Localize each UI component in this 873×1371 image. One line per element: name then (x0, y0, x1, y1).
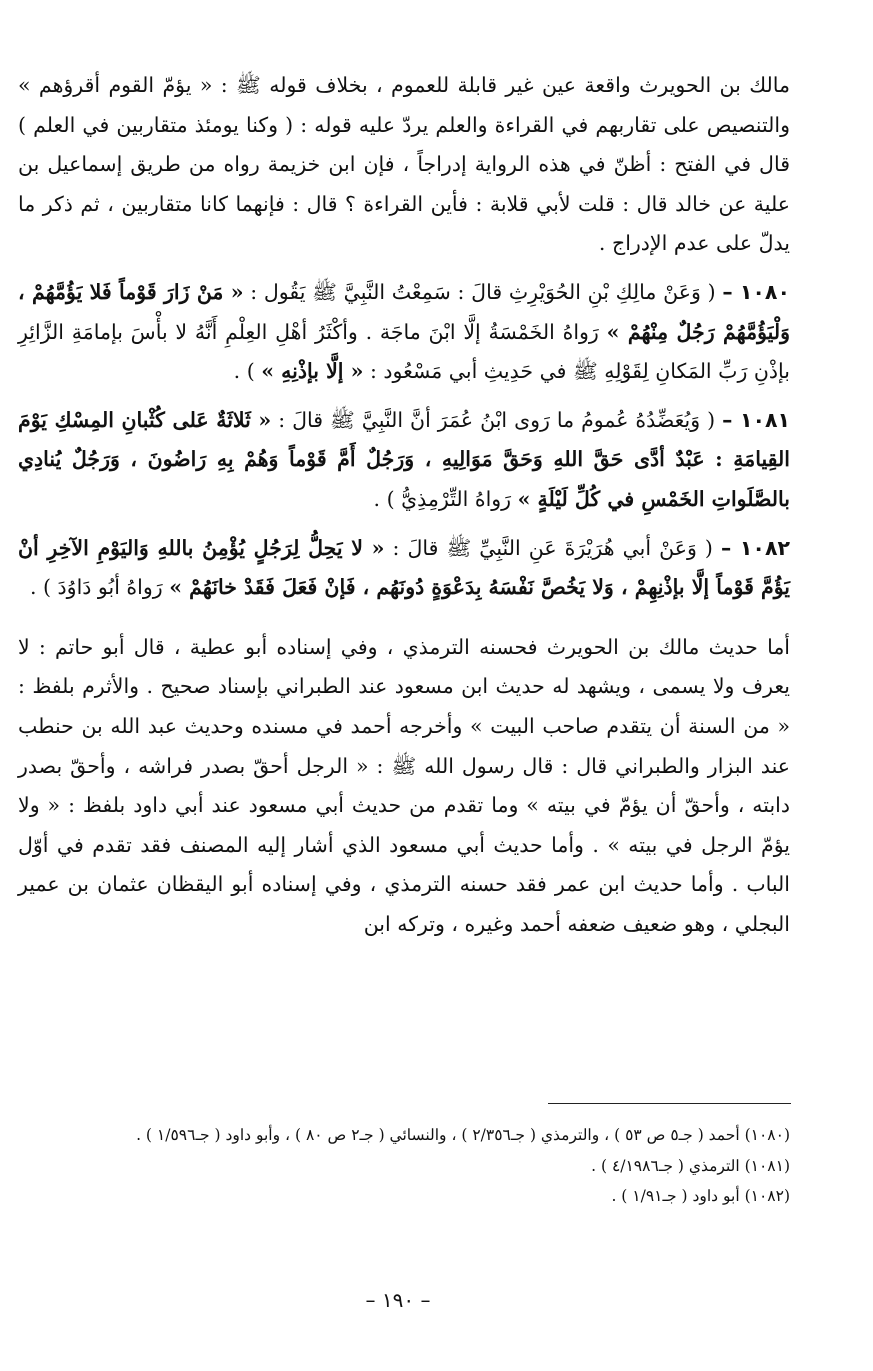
hadith-tail: رَواهُ التِّرْمِذِيُّ ) . (373, 486, 512, 511)
hadith-1081 (18, 401, 790, 520)
hadith-text-2: « إلَّا بإذْنِهِ » (261, 359, 364, 384)
intro-paragraph: مالك بن الحويرث واقعة عين غير قابلة للعموم ، بخلاف قوله ﷺ : « يؤمّ القوم أقرؤهم » والتنصيص على تقاربهم في القراءة والعلم يردّ عليه قوله : ( وكنا يومئذ متقاربين في العلم ) قال في الفتح : أظنّ في هذه الرواية إدراجاً ، فإن ابن خزيمة رواه من طريق إسماعيل بن علية عن خالد قال : قلت لأبي قلابة : فأين القراءة ؟ قال : فإنهما كانا متقاربين ، ثم ذكر ما يدلّ على عدم الإدراج . (18, 73, 790, 256)
footnote-1080: (١٠٨٠) أحمد ( جـ٥ ص ٥٣ ) ، والترمذي ( جـ٢/٣٥٦ ) ، والنسائي ( جـ٢ ص ٨٠ ) ، وأبو داود ( جـ١/٥٩٦ ) . (136, 1126, 790, 1144)
hadith-text: « ثَلاثَةٌ عَلى كُثْبانِ المِسْكِ يَوْمَ القِيامَةِ : عَبْدٌ أدَّى حَقَّ اللهِ وَحَقَّ مَوَالِيهِ ، وَرَجُلٌ أَمَّ قَوْماً وَهُمْ بِهِ رَاضُونَ ، وَرَجُلٌ يُنادِي بالصَّلَواتِ الخَمْسِ في كُلِّ لَيْلَةٍ » (18, 407, 790, 511)
spacer (18, 264, 790, 273)
hadith-lead: ( وَيُعَضِّدُهُ عُمومُ ما رَوى ابْنُ عُمَرَ أنَّ النَّبِيَّ ﷺ قالَ : (278, 407, 716, 432)
page-number: – ١٩٠ – (365, 1288, 431, 1312)
hadith-text: « مَنْ زَارَ قَوْماً فَلا يَؤُمَّهُمْ ، وَلْيَؤُمَّهُمْ رَجُلٌ مِنْهُمْ » (18, 279, 790, 344)
footnote-1082: (١٠٨٢) أبو داود ( جـ١/٩١ ) . (611, 1187, 790, 1205)
hadith-1080 (18, 273, 790, 392)
hadith-number: ١٠٨٠ – (722, 279, 790, 304)
hadith-lead: ( وَعَنْ أبي هُرَيْرَةَ عَنِ النَّبِيِّ ﷺ قالَ : (392, 535, 713, 560)
footnotes (18, 1120, 790, 1212)
page-body (18, 66, 790, 944)
hadith-tail-2: ) . (233, 359, 255, 384)
hadith-text: « لا يَحِلُّ لِرَجُلٍ يُؤْمِنُ باللهِ وَاليَوْمِ الآخِرِ أنْ يَؤُمَّ قَوْماً إلَّا بإذْنِهِمْ ، وَلا يَخُصَّ نَفْسَهُ بِدَعْوَةٍ دُونَهُم ، فَإنْ فَعَلَ فَقَدْ خانَهُمْ » (18, 535, 790, 600)
spacer (18, 392, 790, 401)
hadith-1082 (18, 529, 790, 608)
hadith-number: ١٠٨٢ – (720, 535, 790, 560)
spacer (18, 608, 790, 628)
footnote-1081: (١٠٨١) الترمذي ( جـ٤/١٩٨٦ ) . (591, 1156, 790, 1175)
hadith-lead: ( وَعَنْ مالِكِ بْنِ الحُوَيْرِثِ قالَ : سَمِعْتُ النَّبِيَّ ﷺ يَقُول : (250, 279, 716, 304)
hadith-tail: رَواهُ أبُو دَاوُدَ ) . (30, 575, 163, 600)
hadith-number: ١٠٨١ – (722, 407, 790, 432)
spacer (18, 520, 790, 529)
commentary-paragraph: أما حديث مالك بن الحويرث فحسنه الترمذي ، وفي إسناده أبو عطية ، قال أبو حاتم : لا يعرف ولا يسمى ، ويشهد له حديث ابن مسعود عند الطبراني بإسناد صحيح . والأثرم بلفظ : « من السنة أن يتقدم صاحب البيت » وأخرجه أحمد في مسنده وحديث عبد الله بن حنطب عند البزار والطبراني قال : قال رسول الله ﷺ : « الرجل أحقّ بصدر فراشه ، وأحقّ بصدر دابته ، وأحقّ أن يؤمّ في بيته » وما تقدم من حديث أبي مسعود عند أبي داود بلفظ : « ولا يؤمّ الرجل في بيته » . وأما حديث أبي مسعود الذي أشار إليه المصنف فقد تقدم في أوّل الباب . وأما حديث ابن عمر فقد حسنه الترمذي ، وفي إسناده أبو اليقظان عثمان بن عمير البجلي ، وهو ضعيف ضعفه أحمد وغيره ، وتركه ابن (18, 634, 790, 936)
hadith-tail: رَواهُ الخَمْسَةُ إلَّا ابْنَ ماجَة . وأكْثَرُ أهْلِ العِلْمِ أَنَّهُ لا بأْسَ بإمامَةِ الزَّائِرِ بإذْنِ رَبِّ المَكانِ لِقَوْلِهِ ﷺ في حَدِيثِ أبي مَسْعُود : (18, 319, 790, 384)
footnote-divider (548, 1103, 791, 1104)
